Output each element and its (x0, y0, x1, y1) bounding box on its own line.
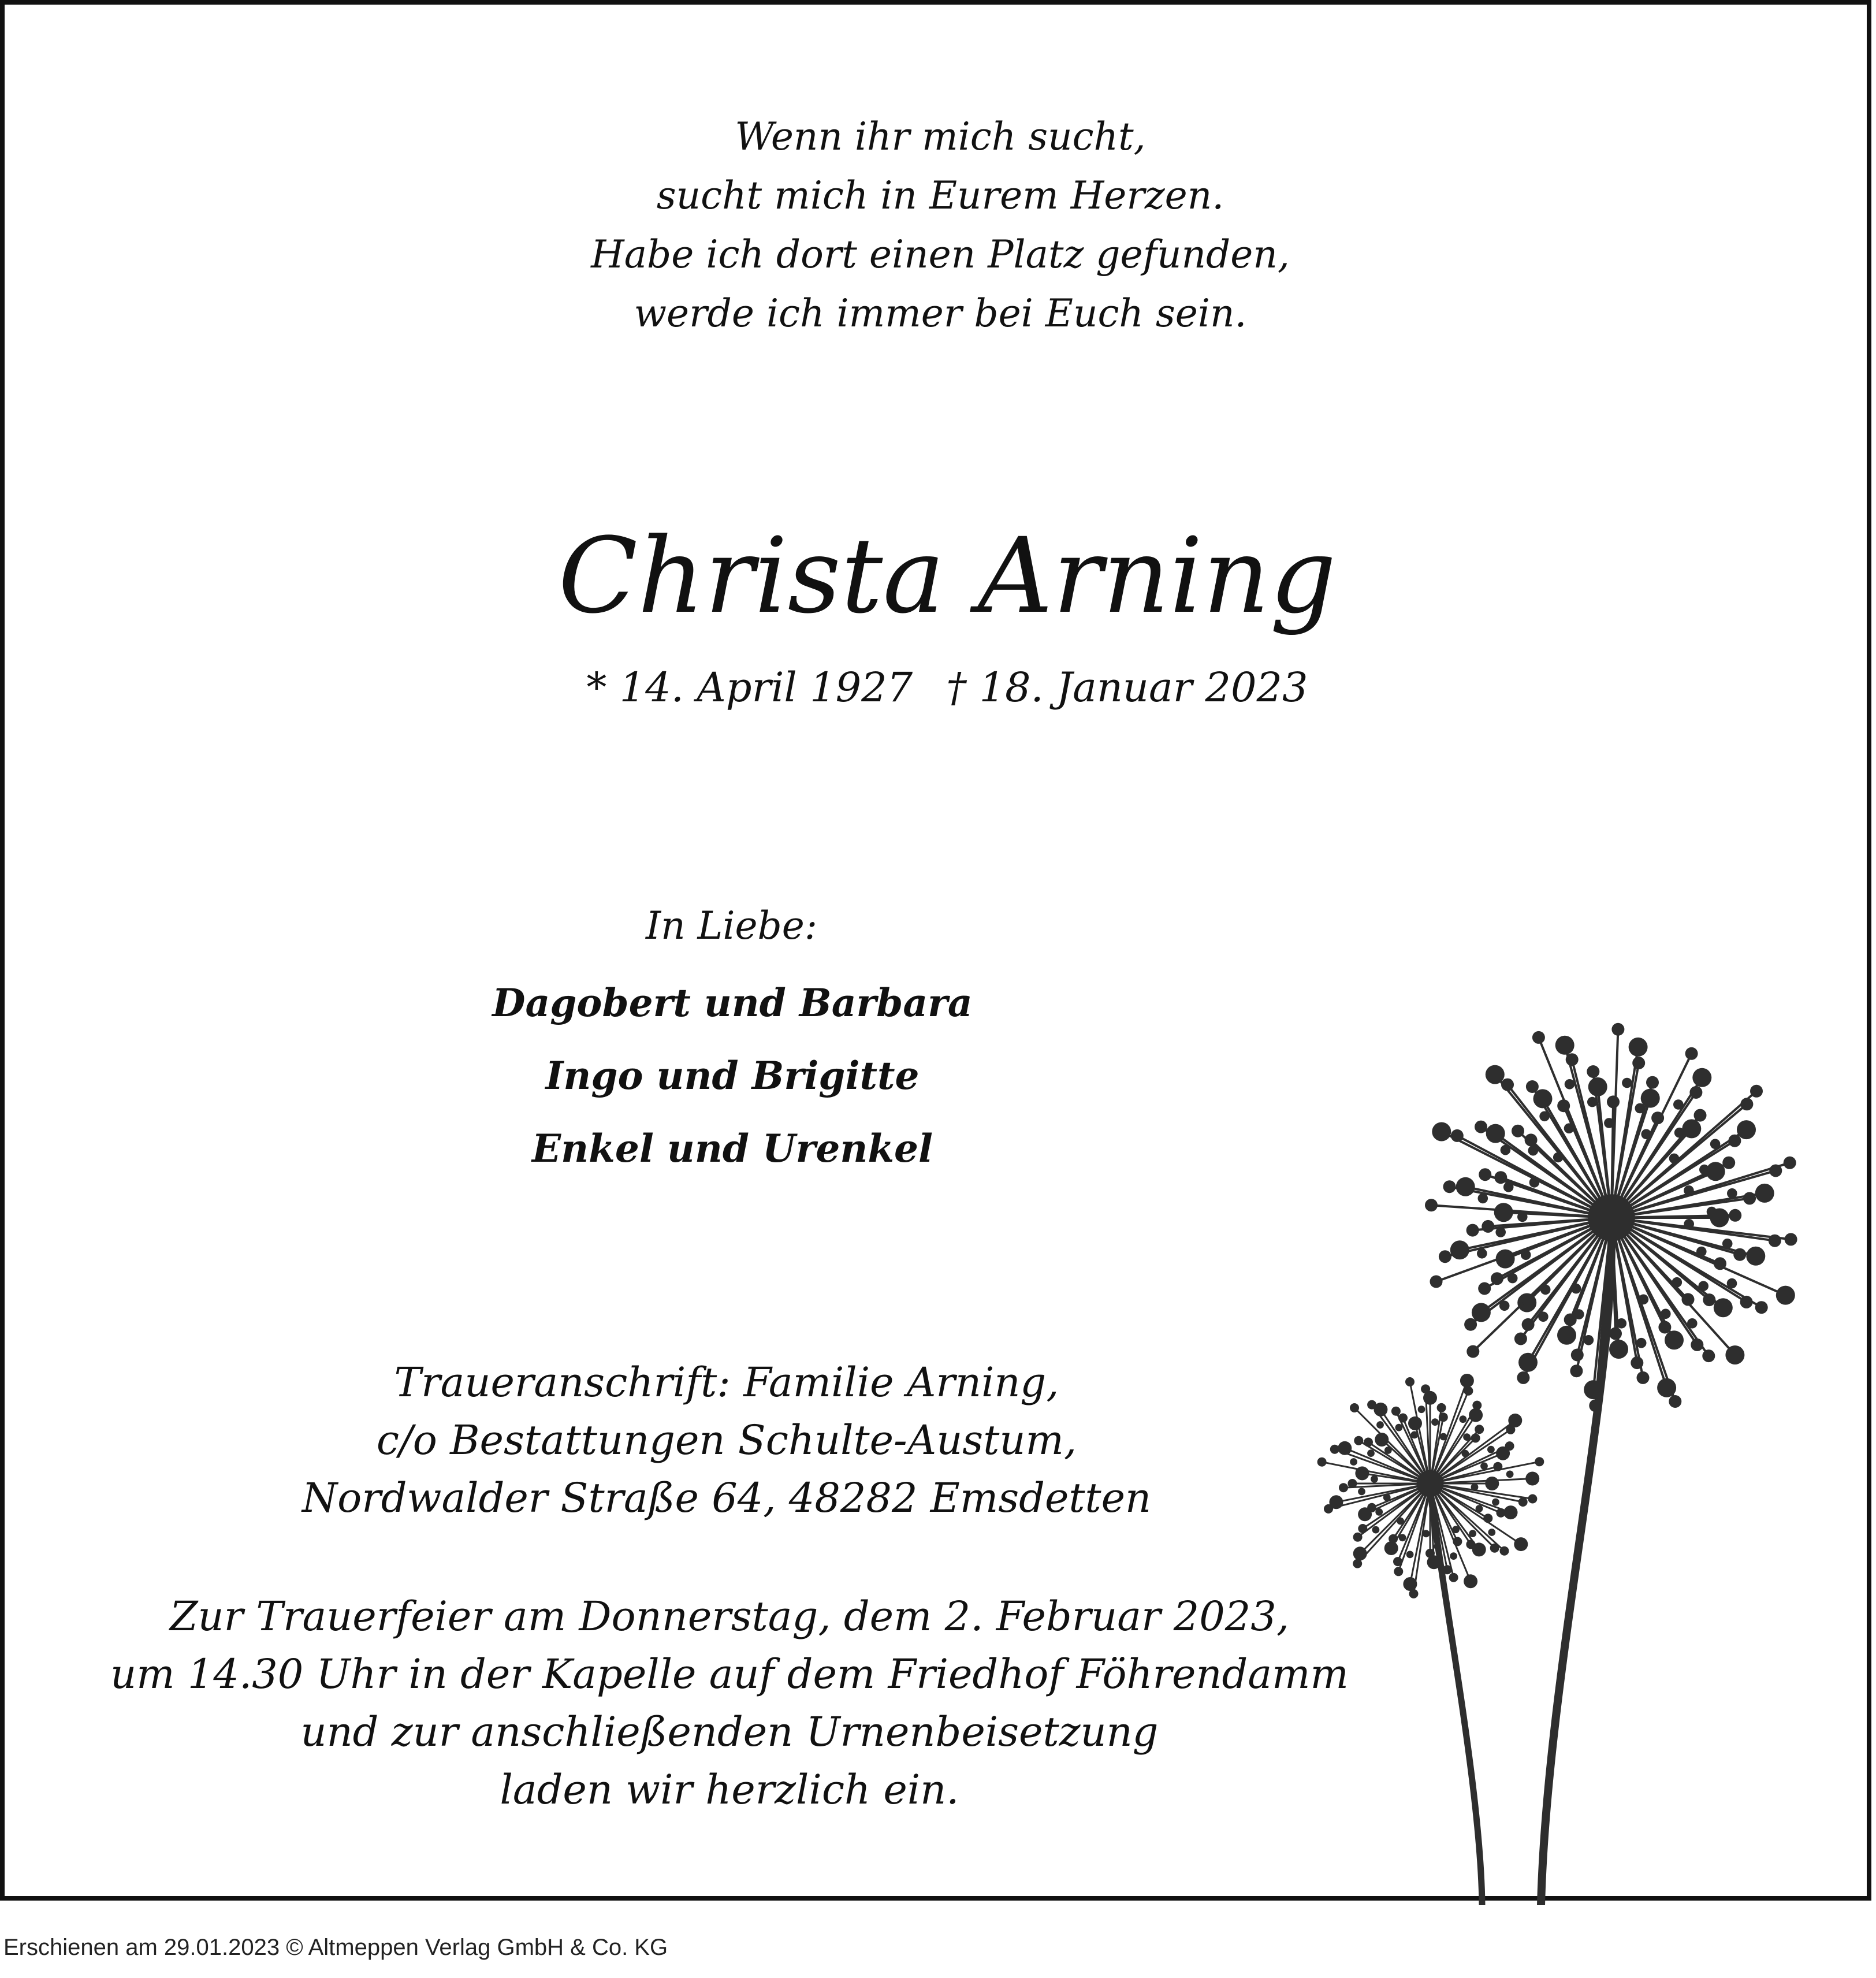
poem-line: Habe ich dort einen Platz gefunden, (591, 232, 1290, 277)
life-dates (5, 659, 1876, 716)
birth-date: * 14. April 1927 (586, 664, 913, 711)
mourners-label: In Liebe: (646, 904, 818, 948)
condolence-address (5, 1354, 1449, 1527)
death-date: † 18. Januar 2023 (946, 664, 1308, 711)
mourner-name: Enkel und Urenkel (531, 1126, 933, 1171)
service-line: Zur Trauerfeier am Donnerstag, dem 2. Februar 2023, (169, 1593, 1290, 1640)
mourners-list (5, 966, 1460, 1185)
funeral-service-info (5, 1587, 1454, 1819)
service-line: um 14.30 Uhr in der Kapelle auf dem Friedhof Föhrendamm (110, 1650, 1349, 1698)
poem-line: sucht mich in Eurem Herzen. (656, 173, 1224, 218)
address-line: c/o Bestattungen Schulte-Austum, (376, 1416, 1077, 1464)
deceased-name: Christa Arning (558, 516, 1337, 637)
mourner-name: Ingo und Brigitte (545, 1053, 920, 1098)
service-line: laden wir herzlich ein. (500, 1766, 959, 1813)
poem-line: Wenn ihr mich sucht, (735, 114, 1146, 159)
memorial-poem (5, 107, 1876, 343)
service-line: und zur anschließenden Urnenbeisetzung (300, 1708, 1159, 1756)
large-dandelion-head (1425, 1023, 1797, 1412)
publication-footer: Erschienen am 29.01.2023 © Altmeppen Verlag GmbH & Co. KG (3, 1935, 668, 1960)
mourner-name: Dagobert und Barbara (492, 980, 973, 1025)
address-line: Traueranschrift: Familie Arning, (394, 1359, 1059, 1406)
address-line: Nordwalder Straße 64, 48282 Emsdetten (302, 1474, 1152, 1522)
poem-line: werde ich immer bei Euch sein. (634, 291, 1247, 336)
small-dandelion-head (1317, 1374, 1544, 1598)
dandelion-illustration-icon (1298, 987, 1853, 1905)
